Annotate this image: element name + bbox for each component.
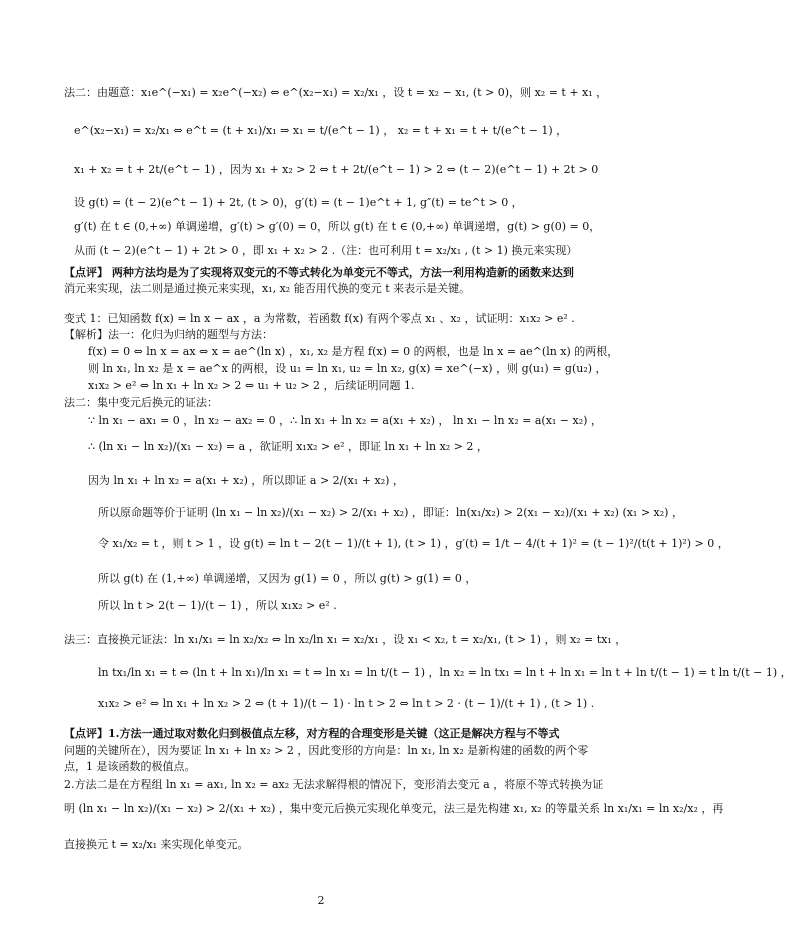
analysis-heading: 【解析】法一：化归为归纳的题型与方法： [64,328,273,341]
page-number: 2 [317,894,325,907]
method2-line2: e^(x₂−x₁) = x₂/x₁ ⇔ e^t = (t + x₁)/x₁ ⇒ x₁ = t/(e^t − 1) ， x₂ = t + x₁ = t + t/(e^t − 1) ， [74,124,568,137]
analysis-line1: f(x) = 0 ⇔ ln x = ax ⇔ x = ae^(ln x) ，x₁, x₂ 是方程 f(x) = 0 的两根，也是 ln x = ae^(ln x) 的两根， [88,345,619,358]
method2-line6: 从而 (t − 2)(e^t − 1) + 2t > 0 ，即 x₁ + x₂ > 2 .（注：也可利用 t = x₂/x₁ , (t > 1) 换元来实现） [74,244,578,257]
method2b-line4: 所以原命题等价于证明 (ln x₁ − ln x₂)/(x₁ − x₂) > 2/(x₁ + x₂) ，即证：ln(x₁/x₂) > 2(x₁ − x₂)/(x₁ + x₂) (x₁ > x₂) ， [98,506,683,519]
method2b-line2: ∴ (ln x₁ − ln x₂)/(x₁ − x₂) = a ，欲证明 x₁x₂ > e² ，即证 ln x₁ + ln x₂ > 2 ， [88,440,488,453]
review2-line2: 问题的关键所在），因为要证 ln x₁ + ln x₂ > 2 ，因此变形的方向是：ln x₁, ln x₂ 是新构建的函数的两个零 [64,744,589,757]
method2b-line6: 所以 g(t) 在 (1,+∞) 单调递增，又因为 g(1) = 0 ，所以 g(t) > g(1) = 0 ， [98,572,477,585]
review2-line1: 【点评】1.方法一通过取对数化归到极值点左移，对方程的合理变形是关键（这正是解决方程与不等式 [64,727,560,740]
variant1-heading: 变式 1：已知函数 f(x) = ln x − ax ，a 为常数，若函数 f(x) 有两个零点 x₁ 、x₂ ，试证明：x₁x₂ > e² . [64,312,575,325]
method3-line2: ln tx₁/ln x₁ = t ⇔ (ln t + ln x₁)/ln x₁ = t ⇒ ln x₁ = ln t/(t − 1) ，ln x₂ = ln tx₁ = ln t + ln x₁ = ln t + ln t/(t − 1) = t ln t/(t − 1) ， [98,666,792,679]
review2-line6: 直接换元 t = x₂/x₁ 来实现化单变元。 [64,838,249,851]
method2b-line7: 所以 ln t > 2(t − 1)/(t − 1) ，所以 x₁x₂ > e² . [98,599,337,612]
method3-line1: 法三：直接换元证法：ln x₁/x₁ = ln x₂/x₂ ⇔ ln x₂/ln x₁ = x₂/x₁ ，设 x₁ < x₂, t = x₂/x₁, (t > 1) ，则 x₂ = tx₁ ， [64,633,627,646]
method2b-line1: ∵ ln x₁ − ax₁ = 0 ，ln x₂ − ax₂ = 0 ，∴ ln x₁ + ln x₂ = a(x₁ + x₂) ， ln x₁ − ln x₂ = a(x₁ − x₂) ， [88,414,602,427]
review2-line4: 2.方法二是在方程组 ln x₁ = ax₁, ln x₂ = ax₂ 无法求解得根的情况下，变形消去变元 a ，将原不等式转换为证 [64,778,604,791]
method3-line3: x₁x₂ > e² ⇔ ln x₁ + ln x₂ > 2 ⇔ (t + 1)/(t − 1) · ln t > 2 ⇔ ln t > 2 · (t − 1)/(t + 1) , (t > 1) . [98,697,595,710]
analysis-line2: 则 ln x₁, ln x₂ 是 x = ae^x 的两根，设 u₁ = ln x₁, u₂ = ln x₂, g(x) = xe^(−x) ，则 g(u₁) = g(u₂) ， [88,362,607,375]
method2-line3: x₁ + x₂ = t + 2t/(e^t − 1) ，因为 x₁ + x₂ > 2 ⇔ t + 2t/(e^t − 1) > 2 ⇔ (t − 2)(e^t − 1) + 2t > 0 [74,163,599,176]
review-line2: 消元来实现，法二则是通过换元来实现，x₁, x₂ 能否用代换的变元 t 来表示是关键。 [64,282,471,295]
analysis-line3: x₁x₂ > e² ⇔ ln x₁ + ln x₂ > 2 ⇔ u₁ + u₂ > 2 ，后续证明同题 1. [88,379,415,392]
method2-line1: 法二：由题意：x₁e^(−x₁) = x₂e^(−x₂) ⇔ e^(x₂−x₁) = x₂/x₁ ，设 t = x₂ − x₁, (t > 0)，则 x₂ = t + x₁ ， [64,86,608,99]
method2-line4: 设 g(t) = (t − 2)(e^t − 1) + 2t, (t > 0)，g′(t) = (t − 1)e^t + 1, g″(t) = te^t > 0 ， [74,196,523,209]
method2-line5: g′(t) 在 t ∈ (0,+∞) 单调递增，g′(t) > g′(0) = 0，所以 g(t) 在 t ∈ (0,+∞) 单调递增，g(t) > g(0) = 0， [74,220,601,233]
method2b-line3: 因为 ln x₁ + ln x₂ = a(x₁ + x₂) ，所以即证 a > 2/(x₁ + x₂) ， [88,474,404,487]
review2-line3: 点，1 是该函数的极值点。 [64,760,196,773]
method2b-heading: 法二：集中变元后换元的证法： [64,396,218,409]
review2-line5: 明 (ln x₁ − ln x₂)/(x₁ − x₂) > 2/(x₁ + x₂) ，集中变元后换元实现化单变元，法三是先构建 x₁, x₂ 的等量关系 ln x₁/x₁ = ln x₂/x₂ ，再 [64,802,724,815]
method2b-line5: 令 x₁/x₂ = t ，则 t > 1 ，设 g(t) = ln t − 2(t − 1)/(t + 1), (t > 1) ，g′(t) = 1/t − 4/(t + 1)² = (t − 1)²/(t(t + 1)²) > 0 ， [98,537,729,550]
review-line1: 【点评】 两种方法均是为了实现将双变元的不等式转化为单变元不等式，方法一利用构造新的函数来达到 [64,266,574,279]
